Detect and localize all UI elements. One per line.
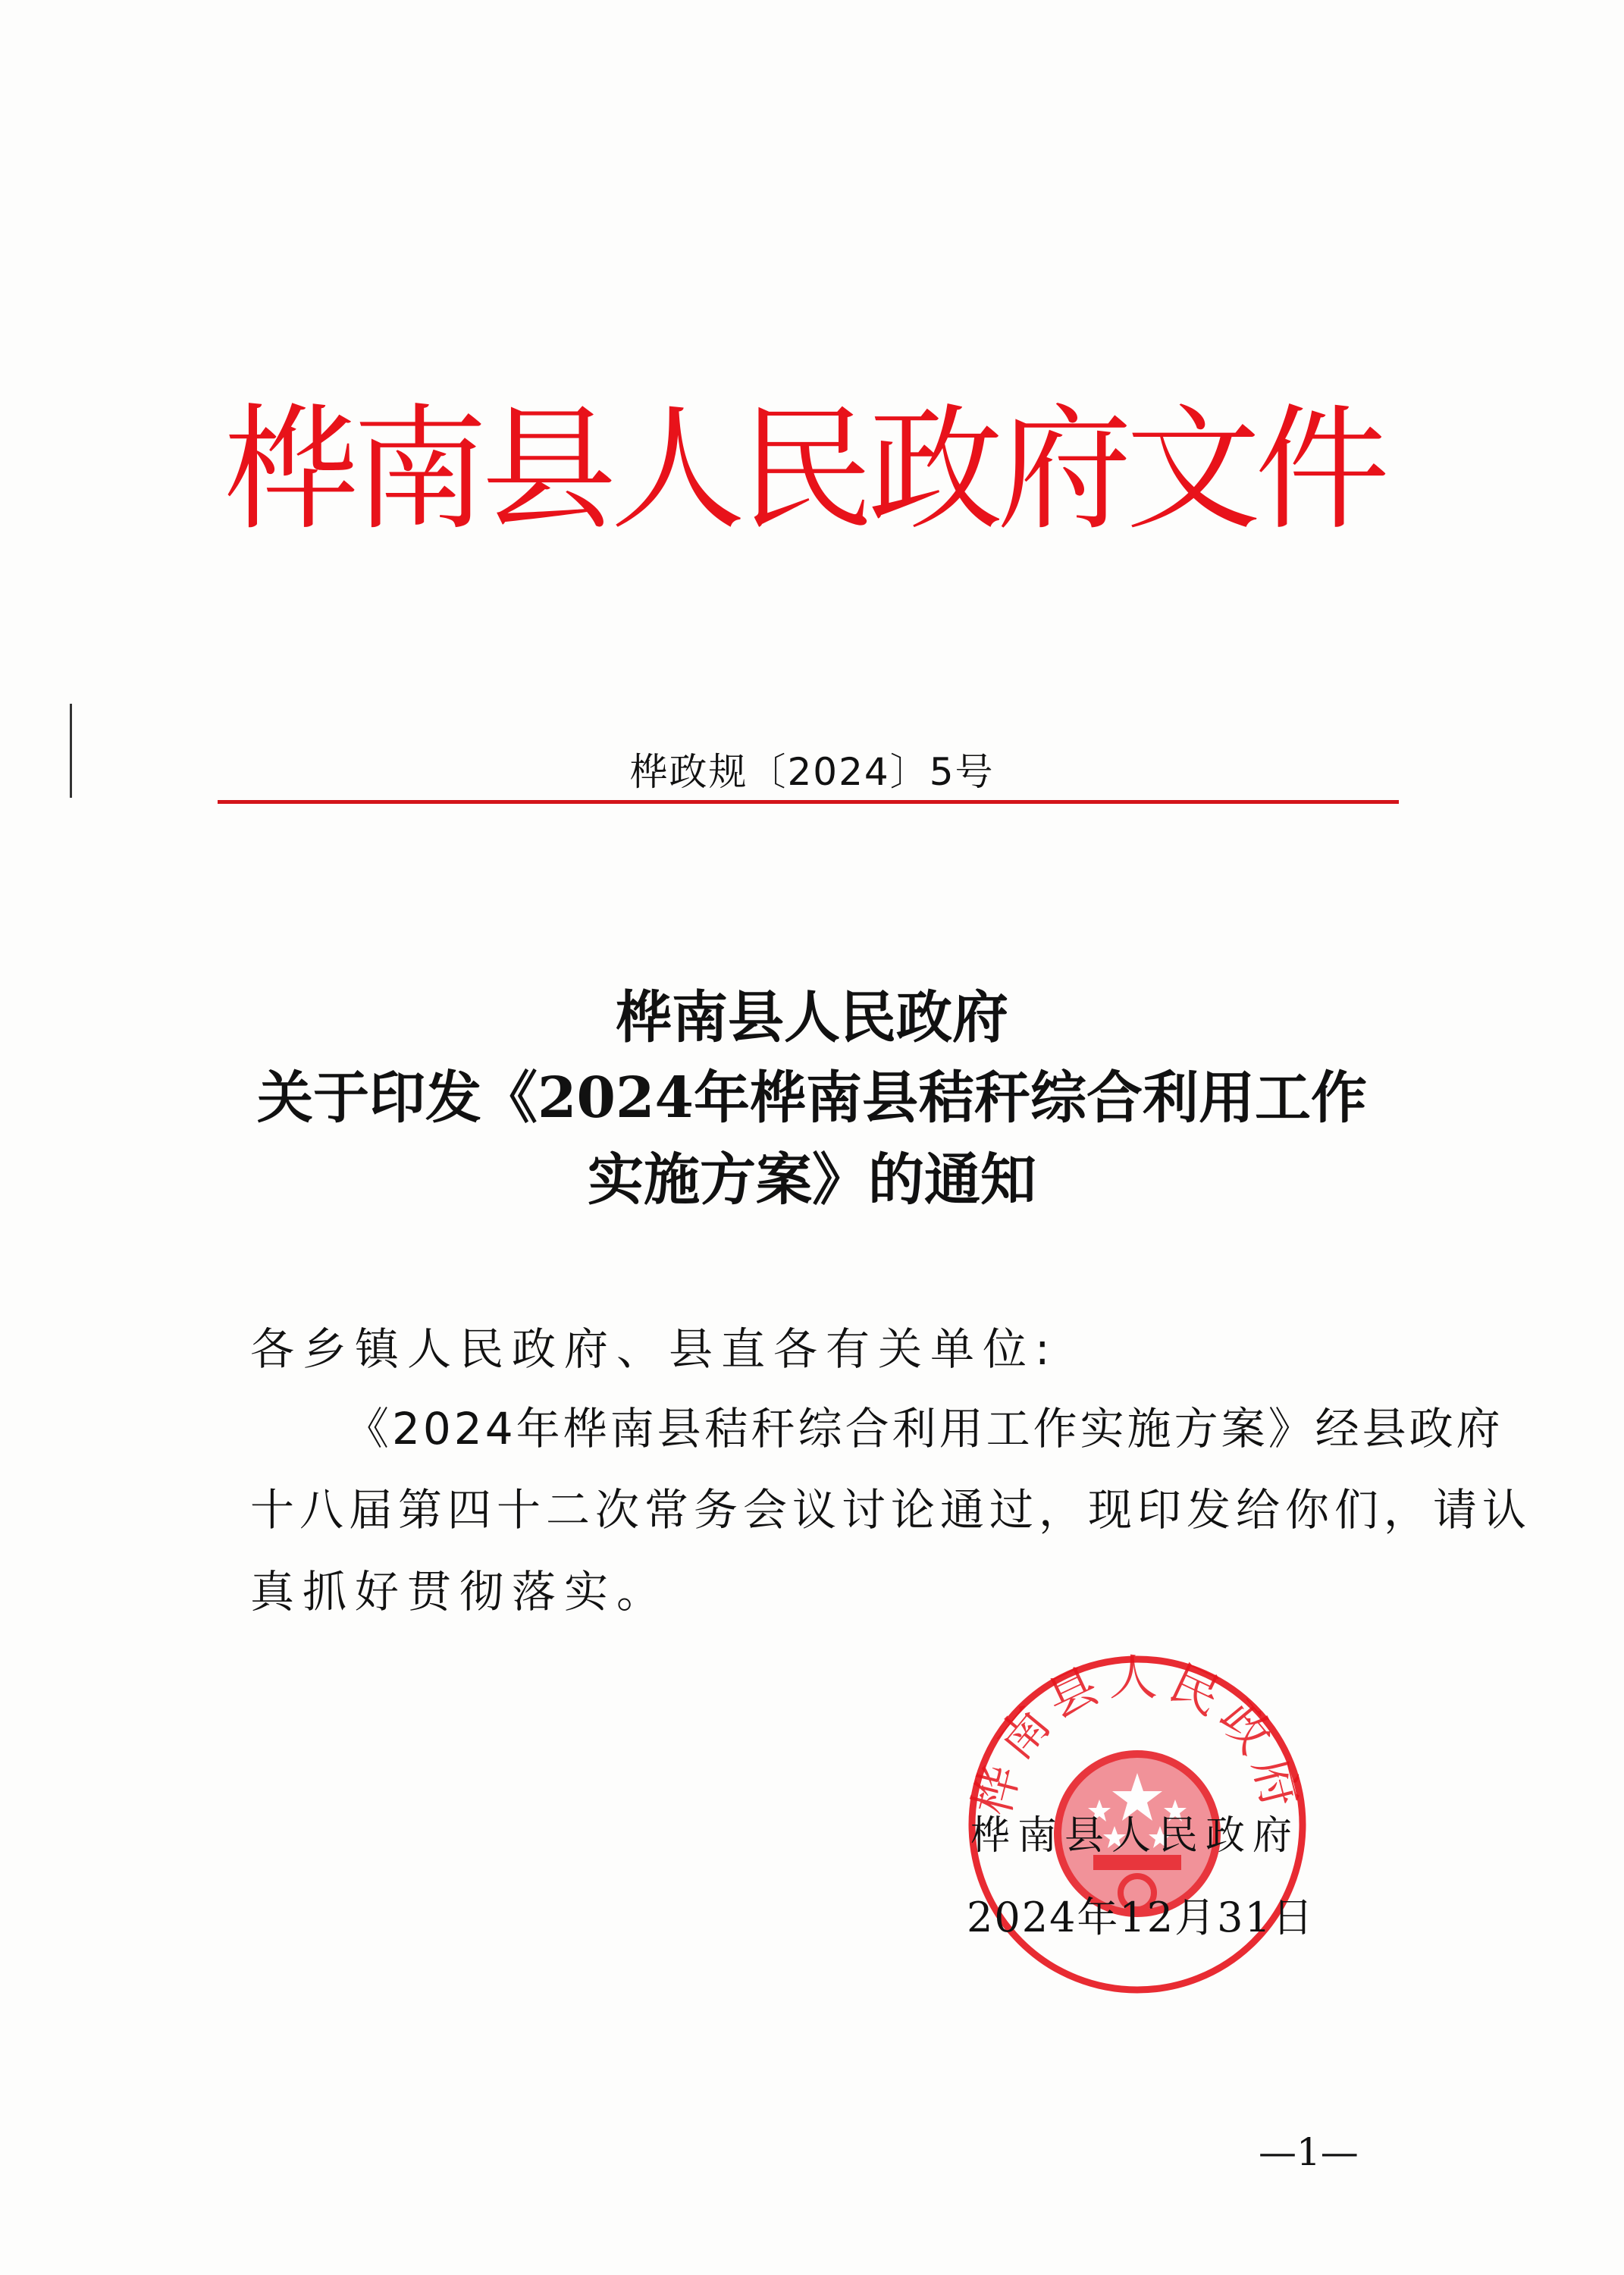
signature-date: 2024年12月31日 [967, 1894, 1315, 1941]
title-line-1: 桦南县人民政府 [616, 985, 1008, 1050]
body-line-3: 真抓好贯彻落实。 [250, 1566, 669, 1618]
signature-organization: 桦南县人民政府 [970, 1813, 1300, 1859]
seal-text: 桦南县人民政府 [964, 1652, 1310, 1821]
title-line-3: 实施方案》的通知 [588, 1147, 1036, 1213]
red-divider-line [218, 800, 1399, 804]
page-number: —1— [1259, 2130, 1359, 2174]
title-line-2: 关于印发《2024年桦南县秸秆综合利用工作 [257, 1065, 1367, 1131]
body-line-2: 十八届第四十二次常务会议讨论通过，现印发给你们，请认 [250, 1484, 1532, 1536]
body-line-1: 《2024年桦南县秸秆综合利用工作实施方案》经县政府 [345, 1403, 1503, 1454]
salutation: 各乡镇人民政府、县直各有关单位: [250, 1323, 1058, 1375]
document-number: 桦政规〔2024〕5号 [629, 750, 995, 794]
document-masthead: 桦南县人民政府文件 [224, 391, 1384, 548]
